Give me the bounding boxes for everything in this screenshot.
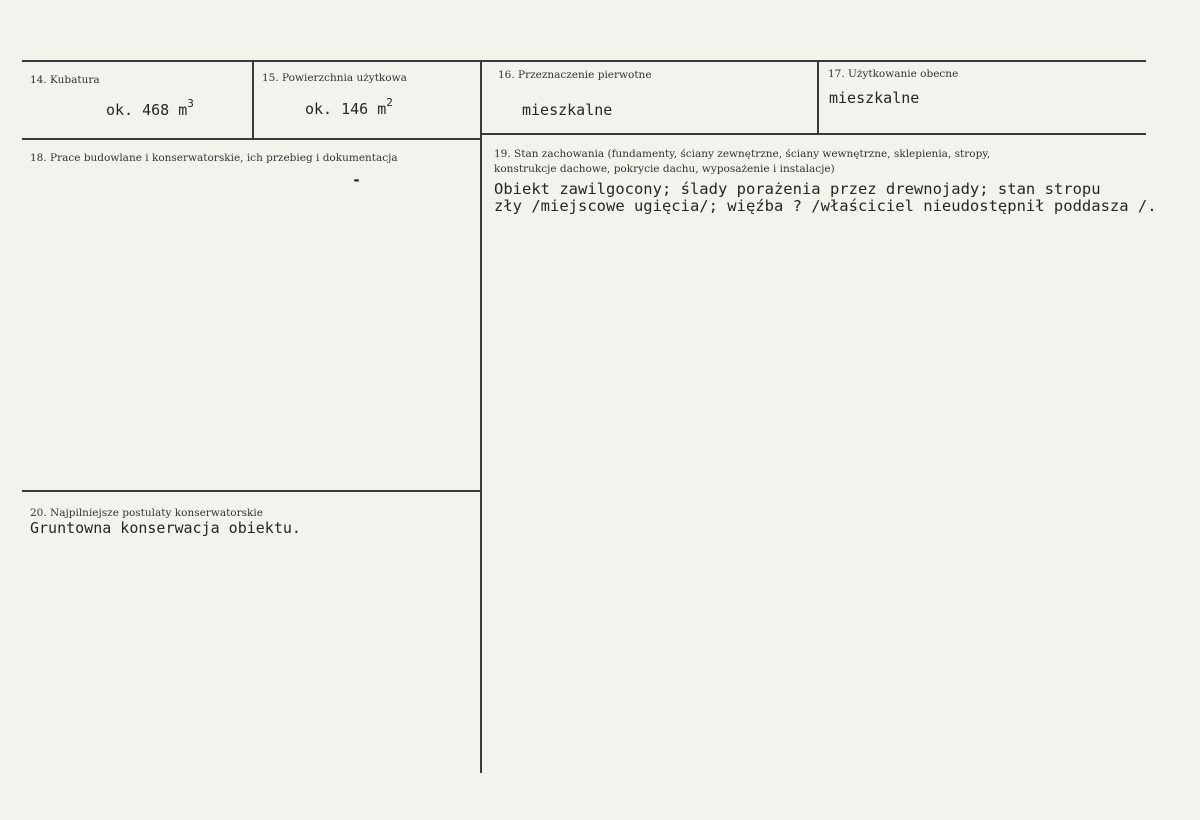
field-18-label: 18. Prace budowlane i konserwatorskie, ich przebieg i dokumentacja (30, 152, 398, 164)
field-15-value-text: ok. 146 m (305, 100, 387, 118)
field-15-label: 15. Powierzchnia użytkowa (262, 72, 407, 84)
divider-14-15 (252, 62, 254, 138)
field-14-value (106, 97, 194, 120)
field-17-label: 17. Użytkowanie obecne (828, 68, 959, 80)
field-20-label: 20. Najpilniejsze postulaty konserwatorskie (30, 507, 263, 519)
field-15-unit-exponent: 2 (386, 96, 393, 109)
field-19-value-line2: zły /miejscowe ugięcia/; więźba ? /właściciel nieudostępnił poddasza /. (494, 197, 1157, 215)
field-16-label: 16. Przeznaczenie pierwotne (498, 69, 652, 81)
field-20-value: Gruntowna konserwacja obiektu. (30, 519, 301, 537)
row1-bottom-rule-left (22, 138, 482, 140)
field-14-unit-exponent: 3 (187, 97, 194, 110)
divider-15-16 (480, 62, 482, 773)
row1-bottom-rule-right (480, 133, 1146, 135)
divider-16-17 (817, 62, 819, 133)
field-16-value: mieszkalne (522, 101, 613, 119)
field-14-label: 14. Kubatura (30, 74, 100, 86)
field-18-bottom-rule (22, 490, 480, 492)
field-15-value (305, 96, 393, 119)
field-18-value: - (352, 171, 362, 189)
field-19-label-line1: 19. Stan zachowania (fundamenty, ściany zewnętrzne, ściany wewnętrzne, sklepienia, stropy, (494, 148, 991, 160)
field-19-label-line2: konstrukcje dachowe, pokrycie dachu, wyposażenie i instalacje) (494, 163, 835, 175)
field-17-value: mieszkalne (829, 89, 920, 107)
top-rule (22, 60, 1146, 62)
field-19-value-line1: Obiekt zawilgocony; ślady porażenia przez drewnojady; stan stropu (494, 180, 1101, 198)
field-14-value-text: ok. 468 m (106, 101, 188, 119)
